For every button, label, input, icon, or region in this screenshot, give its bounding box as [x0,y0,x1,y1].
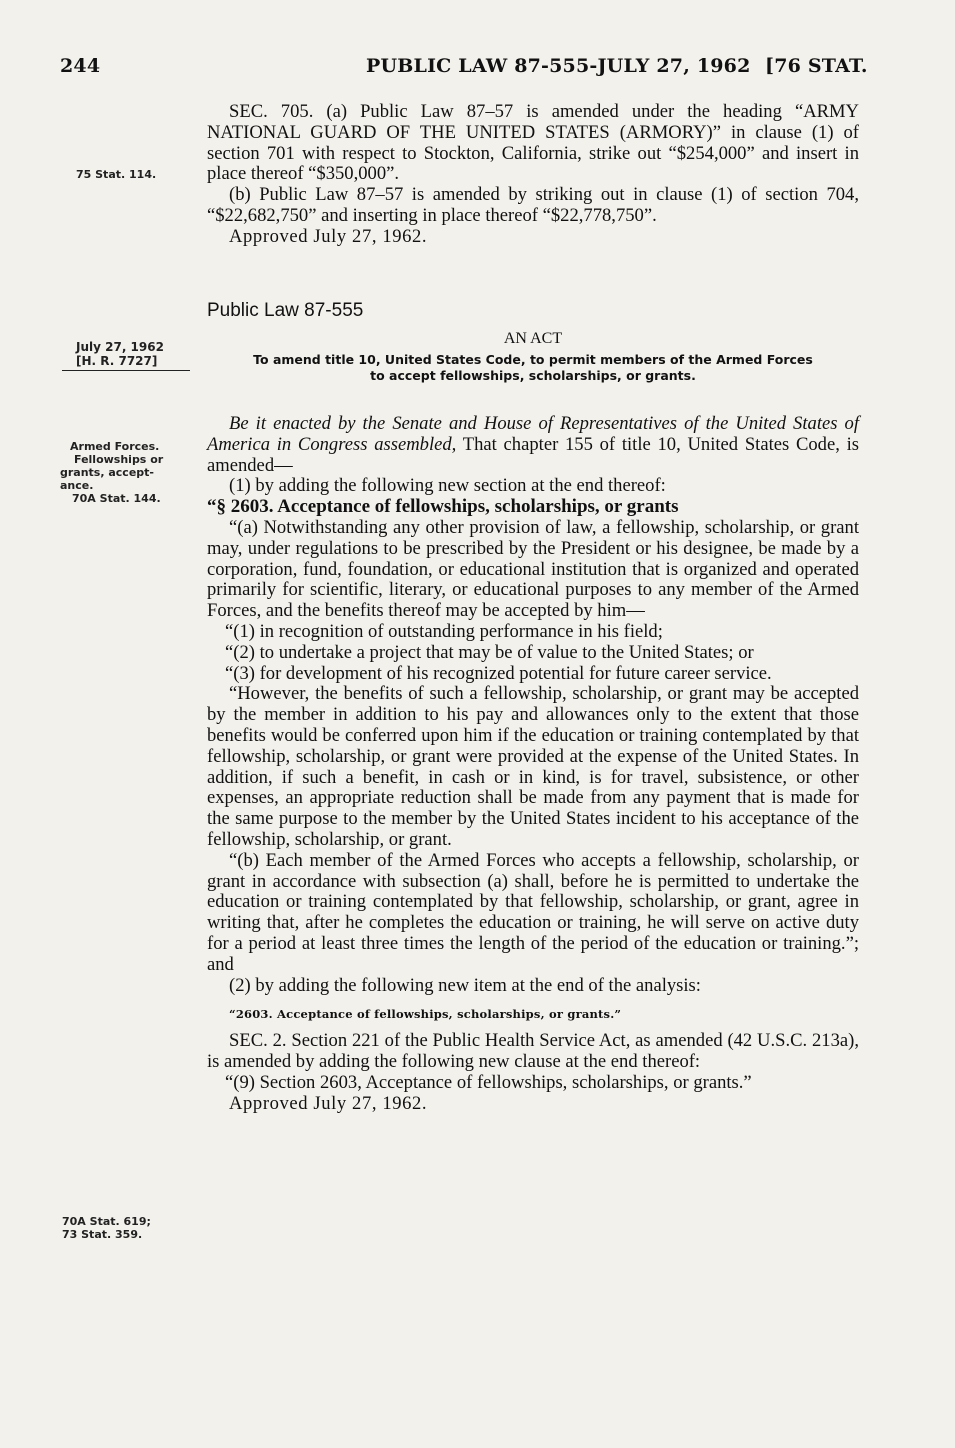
page-number: 244 [60,55,101,77]
margin-note-73-stat-359: 73 Stat. 359. [62,1228,143,1241]
running-title: PUBLIC LAW 87-555-JULY 27, 1962 [366,55,751,77]
approved-date-final: Approved July 27, 1962. [229,1092,428,1114]
act-description-line2: to accept fellowships, scholarships, or grants. [370,368,696,383]
margin-note-75-stat-114: 75 Stat. 114. [76,168,157,181]
act-description [207,352,859,384]
section-2-text: SEC. 2. Section 221 of the Public Health Service Act, as amended (42 U.S.C. 213a), is amended by adding the following new clause at the end thereof: [207,1030,859,1072]
act-body [207,414,859,1114]
margin-note-70a-stat-619: 70A Stat. 619; [62,1215,151,1228]
margin-rule [62,370,190,371]
margin-note-grants: grants, accept- [60,466,154,479]
analysis-item: “2603. Acceptance of fellowships, scholarships, or grants.” [229,1007,622,1022]
item-2: “(2) to undertake a project that may be of value to the United States; or [225,641,754,663]
margin-note-ance: ance. [60,479,94,492]
item-3: “(3) for development of his recognized potential for future career service. [225,662,772,684]
public-law-title: Public Law 87-555 [207,300,364,321]
amendment-clause-1: (1) by adding the following new section at the end thereof: [229,475,666,497]
margin-note-fellowships: Fellowships or [74,453,164,466]
statute-reference: [76 STAT. [765,55,868,77]
subsection-a: “(a) Notwithstanding any other provision of law, a fellowship, scholarship, or grant may, under regulations to be prescribed by the President or his designee, be made by a corporation, fund, foundation, or educational institution that is organized and operated primarily for scientific, literary, or educational purposes to any member of the Armed Forces, and the benefits thereof may be accepted by him— [207,516,859,622]
margin-note-70a-stat-144: 70A Stat. 144. [72,492,161,505]
subsection-b: “(b) Each member of the Armed Forces who accepts a fellowship, scholarship, or grant in accordance with subsection (a) shall, before he is permitted to undertake the education or training contemplated by that fellowship, scholarship, or grant, agree in writing that, after he completes the education or training, he will serve on active duty for a period at least three times the length of the period of the education or training.”; and [207,849,859,975]
margin-note-hr: [H. R. 7727] [76,354,158,368]
item-1: “(1) in recognition of outstanding performance in his field; [225,620,663,642]
however-paragraph: “However, the benefits of such a fellowship, scholarship, or grant may be accepted by the member in addition to his pay and allowances only to the extent that those benefits would be conferred upon him if the education or training contemplated by that fellowship, scholarship, or grant were provided at the expense of the United States. In addition, if such a benefit, in cash or in kind, is for travel, subsistence, or other expenses, an appropriate reduction shall be made from any payment that is made for the same purpose to the member by the United States incident to his acceptance of the fellowship, scholarship, or grant. [207,683,859,850]
enacting-rest: That chapter 155 of title 10, United States Code, is amended— [207,433,859,476]
margin-note-armed-forces: Armed Forces. [70,440,160,453]
act-description-line1: To amend title 10, United States Code, to permit members of the Armed Forces [253,352,813,367]
section-705-b: (b) Public Law 87–57 is amended by striking out in clause (1) of section 704, “$22,682,750” and inserting in place thereof “$22,778,750”. [207,184,859,226]
clause-9: “(9) Section 2603, Acceptance of fellowships, scholarships, or grants.” [225,1071,752,1093]
amendment-clause-2: (2) by adding the following new item at the end of the analysis: [229,974,701,996]
margin-note-date: July 27, 1962 [76,340,164,354]
enacting-formula: Be it enacted by the Senate and House of Representatives of the United States of America in Congress assembled, [207,413,859,455]
section-2603-heading: “§ 2603. Acceptance of fellowships, scholarships, or grants [207,496,679,518]
section-705-a: SEC. 705. (a) Public Law 87–57 is amended under the heading “ARMY NATIONAL GUARD OF THE UNITED STATES (ARMORY)” in clause (1) of section 701 with respect to Stockton, California, strike out “$254,000” and insert in place thereof “$350,000”. [207,101,859,185]
section-705-block [207,102,859,248]
act-heading: AN ACT [503,330,563,347]
enacting-clause [207,414,859,476]
approved-date-705: Approved July 27, 1962. [229,225,428,247]
